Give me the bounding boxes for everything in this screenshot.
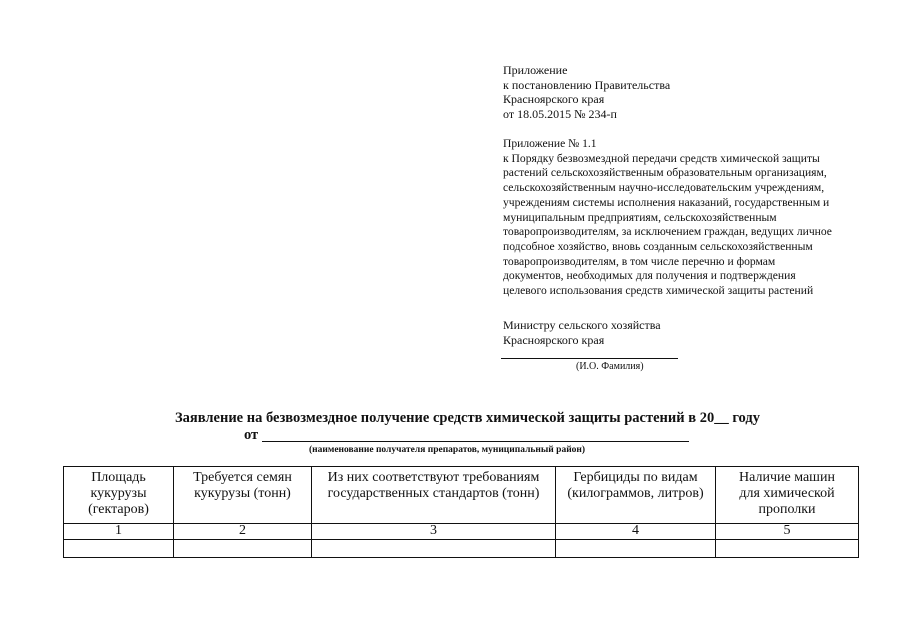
appendix-text-line: к Порядку безвозмездной передачи средств химической защиты <box>503 151 820 165</box>
table-row <box>64 540 859 558</box>
recipient-caption: (наименование получателя препаратов, муниципальный район) <box>309 445 586 455</box>
appendix-line: Красноярского края <box>503 92 605 107</box>
appendix-text-line: товаропроизводителям, в том числе перечню и формам <box>503 254 776 268</box>
from-label: от <box>244 427 259 443</box>
column-header <box>312 467 556 524</box>
table-cell <box>174 540 312 558</box>
appendix-line: от 18.05.2015 № 234-п <box>503 106 617 121</box>
appendix-line: Приложение <box>503 63 568 77</box>
appendix-text-line: товаропроизводителям, за исключением граждан, ведущих личное <box>503 225 832 239</box>
addressee-line: Красноярского края <box>503 332 605 347</box>
appendix-text-line: сельскохозяйственным научно-исследовательским учреждениям, <box>503 181 825 195</box>
appendix-text-line: документов, необходимых для получения и подтверждения <box>503 269 796 283</box>
table-header-row <box>64 467 859 524</box>
column-header-line: кукурузы <box>90 486 147 501</box>
recipient-name-line <box>262 441 689 442</box>
appendix-line: к постановлению Правительства <box>503 77 671 92</box>
column-header <box>716 467 859 524</box>
table-cell <box>312 540 556 558</box>
column-header <box>64 467 174 524</box>
appendix-text-line: муниципальным предприятиям, сельскохозяйственным <box>503 210 777 224</box>
appendix-text-line: Приложение № 1.1 <box>503 137 597 150</box>
appendix-text-line: растений сельскохозяйственным образовательным организациям, <box>503 166 827 180</box>
column-header-line: Площадь <box>91 470 146 485</box>
signature-line <box>501 358 678 359</box>
table-cell <box>716 540 859 558</box>
column-number: 2 <box>174 524 312 540</box>
column-header-line: (килограммов, литров) <box>567 486 704 501</box>
column-header-line: государственных стандартов (тонн) <box>327 486 540 501</box>
column-header-line: Из них соответствуют требованиям <box>327 470 540 485</box>
appendix-text-line: подсобное хозяйство, вновь созданным сельскохозяйственным <box>503 239 813 253</box>
table-cell <box>64 540 174 558</box>
document-title: Заявление на безвозмездное получение средств химической защиты растений в 20__ году <box>175 410 760 426</box>
appendix-text-line: учреждениям системы исполнения наказаний, государственным и <box>503 195 830 209</box>
column-header <box>556 467 716 524</box>
column-number: 5 <box>716 524 859 540</box>
column-header-line: прополки <box>758 502 816 517</box>
column-header-line: для химической <box>739 486 835 501</box>
column-header-line: Наличие машин <box>739 470 835 485</box>
column-number: 3 <box>312 524 556 540</box>
addressee-line: Министру сельского хозяйства <box>503 318 661 332</box>
column-header <box>174 467 312 524</box>
column-number: 4 <box>556 524 716 540</box>
request-table <box>63 466 859 558</box>
column-number: 1 <box>64 524 174 540</box>
column-header-line: кукурузы (тонн) <box>194 486 291 501</box>
addressee-block <box>503 318 661 347</box>
column-header-line: (гектаров) <box>88 502 149 517</box>
column-header-line: Гербициды по видам <box>573 470 698 485</box>
appendix-text-line: целевого использования средств химической защиты растений <box>503 284 814 298</box>
appendix-block <box>503 63 670 121</box>
appendix-1-1-block <box>503 137 832 299</box>
signature-caption: (И.О. Фамилия) <box>576 361 644 372</box>
column-header-line: Требуется семян <box>193 470 292 485</box>
table-cell <box>556 540 716 558</box>
